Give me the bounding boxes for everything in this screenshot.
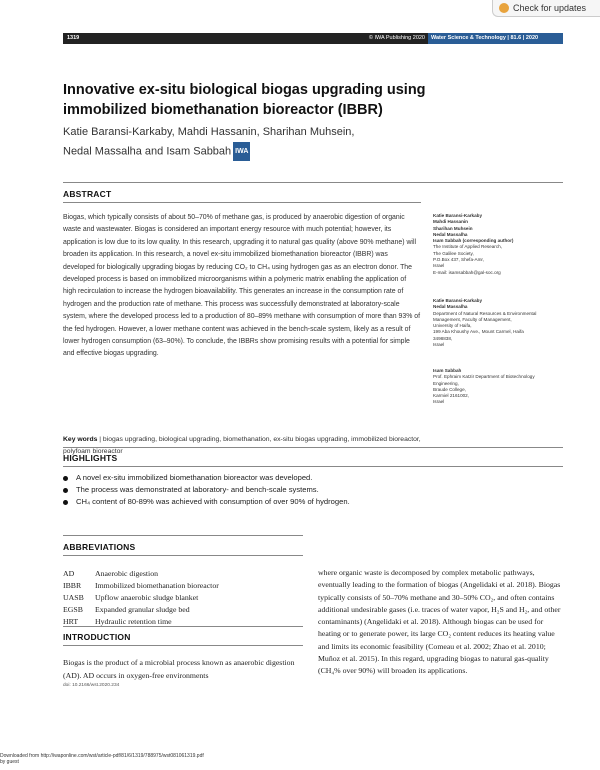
section-divider	[63, 626, 303, 627]
affil-line: Israel	[433, 342, 445, 348]
section-divider	[63, 466, 563, 467]
affil-name: Nedal Massalha	[433, 304, 468, 310]
affil-email-link[interactable]: E-mail: isamsabbah@gal-soc.org	[433, 269, 501, 275]
highlight-item	[63, 496, 563, 508]
highlight-text: A novel ex-situ immobilized biomethanation bioreactor was developed.	[76, 473, 313, 482]
affil-name: Nedal Massalha	[433, 231, 468, 237]
authors-line-1: Katie Baransi-Karkaby, Mahdi Hassanin, Sharihan Muhsein,	[63, 126, 355, 138]
affil-line: Engineering,	[433, 380, 459, 386]
abbr-key: UASB	[63, 593, 84, 602]
section-divider	[63, 535, 303, 536]
abbr-value: Hydraulic retention time	[95, 617, 172, 626]
introduction-heading: INTRODUCTION	[63, 632, 131, 642]
highlight-item	[63, 472, 563, 484]
bullet-icon	[63, 488, 68, 493]
affil-line: Braude College,	[433, 386, 466, 392]
abbr-key: EGSB	[63, 605, 83, 614]
affil-line: P.O.Box 437, Shefa-Amr,	[433, 257, 484, 263]
section-divider	[63, 182, 563, 183]
abbreviations-heading: ABBREVIATIONS	[63, 542, 136, 552]
doi-link[interactable]: doi: 10.2166/wst.2020.234	[63, 683, 120, 688]
abbreviation-row	[63, 580, 303, 592]
journal-name: Water Science & Technology	[431, 35, 506, 41]
affil-line: Karmiel 2161002,	[433, 393, 470, 399]
check-for-updates-badge[interactable]	[492, 0, 600, 17]
affil-name: Isam Sabbah (corresponding author)	[433, 238, 514, 244]
abbr-key: IBBR	[63, 581, 82, 590]
abbreviation-row	[63, 604, 303, 616]
author-list	[63, 123, 463, 161]
highlight-text: The process was demonstrated at laboratory- and bench-scale systems.	[76, 485, 319, 495]
affiliation-block-3	[433, 368, 563, 406]
section-divider	[63, 447, 563, 448]
affil-line: Israel	[433, 263, 445, 269]
abbreviation-row	[63, 592, 303, 604]
abbreviations-list	[63, 568, 303, 628]
journal-year: 2020	[525, 35, 539, 41]
affiliation-block-1	[433, 213, 563, 276]
body-column-right: where organic waste is decomposed by complex metabolic pathways, eventually leading to the formation of biogas (Angelidaki et al. 2018). Biogas typically consists of 50–70% methane and 30–50% CO₂, and often contains additional undesirable gases (i.e. traces of water vapor, H₂S and H₂, and other contaminants) (Angelidaki et al. 2018). Although biogas can be used for heating or to generate power, its large CO₂ content reduces its heating value and limits its economic feasibility (Comeau et al. 2002; Zhao et al. 2010; Muñoz et al. 2015). In this regard, upgrading biogas to natural gas-quality (CH₄% over 90%) will broaden its applications.	[318, 568, 561, 676]
journal-info: Water Science & Technology | 81.6 | 2020	[428, 33, 563, 44]
affil-line: Israel	[433, 399, 445, 405]
publisher-label: © IWA Publishing 2020	[353, 33, 428, 44]
affil-line: 3498838,	[433, 335, 453, 341]
title-line-1: Innovative ex-situ biological biogas upgrading using	[63, 82, 426, 98]
paper-title	[63, 80, 453, 120]
journal-volume: 81.6	[510, 35, 522, 41]
highlight-text: CH₄ content of 80-89% was achieved with consumption of over 90% of hydrogen.	[76, 497, 350, 507]
highlights-heading: HIGHLIGHTS	[63, 453, 118, 463]
abbr-value: Anaerobic digestion	[95, 569, 159, 578]
bullet-icon	[63, 500, 68, 505]
authors-line-2: Nedal Massalha and Isam Sabbah	[63, 145, 232, 158]
bullet-icon	[63, 476, 68, 481]
affil-line: The Galilee Society,	[433, 250, 474, 256]
abstract-text: Biogas, which typically consists of about 50–70% of methane gas, is produced by anaerobic digestion of organic waste and wastewater. Biogas is considered an important energy resource with much potential; however, its application is low due to its low quality. In this research, upgrading it to natural gas quality (above 90% methane) will broaden its application. In this research, a novel ex-situ immobilized biomethanation bioreactor (IBBR) was developed for biologically upgrading biogas by reducing CO₂ to CH₄ using hydrogen gas as an electron donor. The developed process is based on immobilized microorganisms within a polymeric matrix enabling the application of high recirculation to increase the hydrogen bioavailability. This generates an increase in the consumption rate of hydrogen and the production rate of methane. This process was successfully demonstrated at laboratory-scale system, where the developed process led to a production of 80–89% methane with consumption of more than 93% of the fed hydrogen. However, a lower methane content was achieved in the bench-scale system, likely as a result of lower hydrogen consumption (63–90%). To conclude, the IBBRs show promising results with a potential for simple and effective biogas upgrading.	[63, 214, 420, 358]
affil-line: Department of Natural Resources & Environmental	[433, 310, 537, 316]
abbreviation-row	[63, 568, 303, 580]
keywords-text: biogas upgrading, biological upgrading, biomethanation, ex-situ biogas upgrading, immobilized bioreactor, polyfoam bioreactor	[63, 436, 421, 455]
affil-name: Mahdi Hassanin	[433, 219, 468, 225]
affil-line: 199 Aba Khoushy Ave., Mount Carmel, Haifa	[433, 329, 524, 335]
download-footer	[0, 753, 400, 765]
affil-line: Prof. Ephraim Katzir Department of Biotechnology	[433, 374, 535, 380]
check-updates-label: Check for updates	[513, 3, 587, 13]
affil-name: Isam Sabbah	[433, 368, 462, 373]
section-divider	[63, 555, 303, 556]
footer-download-line: Downloaded from http://iwaponline.com/wst/article-pdf/81/6/1319/788975/wst081061319.pdf	[0, 753, 204, 759]
affil-line: The Institute of Applied Research,	[433, 244, 502, 250]
highlights-list	[63, 472, 563, 509]
journal-header-bar	[63, 33, 563, 44]
abstract-heading: ABSTRACT	[63, 189, 112, 199]
affil-line: Management, Faculty of Management,	[433, 316, 512, 322]
affil-name: Katie Baransi-Karkaby	[433, 213, 483, 218]
affil-name: Sharihan Muhsein	[433, 225, 473, 231]
keywords-label: Key words	[63, 436, 98, 443]
affil-line: University of Haifa,	[433, 323, 472, 329]
section-divider	[63, 202, 421, 203]
affil-name: Katie Baransi-Karkaby	[433, 298, 483, 303]
keywords: Key words | biogas upgrading, biological upgrading, biomethanation, ex-situ biogas upgrading, immobilized bioreactor, polyfoam bioreactor	[63, 436, 421, 455]
title-line-2: immobilized biomethanation bioreactor (IBBR)	[63, 102, 383, 118]
abbr-value: Expanded granular sludge bed	[95, 605, 190, 614]
update-check-icon	[499, 3, 509, 13]
page-number: 1319	[63, 33, 353, 44]
abbr-value: Upflow anaerobic sludge blanket	[95, 593, 199, 602]
highlight-item	[63, 484, 563, 496]
footer-guest-line: by guest	[0, 759, 19, 765]
abbr-key: AD	[63, 569, 75, 578]
abbr-value: Immobilized biomethanation bioreactor	[95, 581, 219, 590]
section-divider	[63, 645, 303, 646]
iwa-logo-icon: IWA	[233, 142, 250, 161]
introduction-text: Biogas is the product of a microbial process known as anaerobic digestion (AD). AD occurs in oxygen-free environments	[63, 658, 295, 680]
affiliation-block-2	[433, 298, 563, 348]
abbr-key: HRT	[63, 617, 79, 626]
